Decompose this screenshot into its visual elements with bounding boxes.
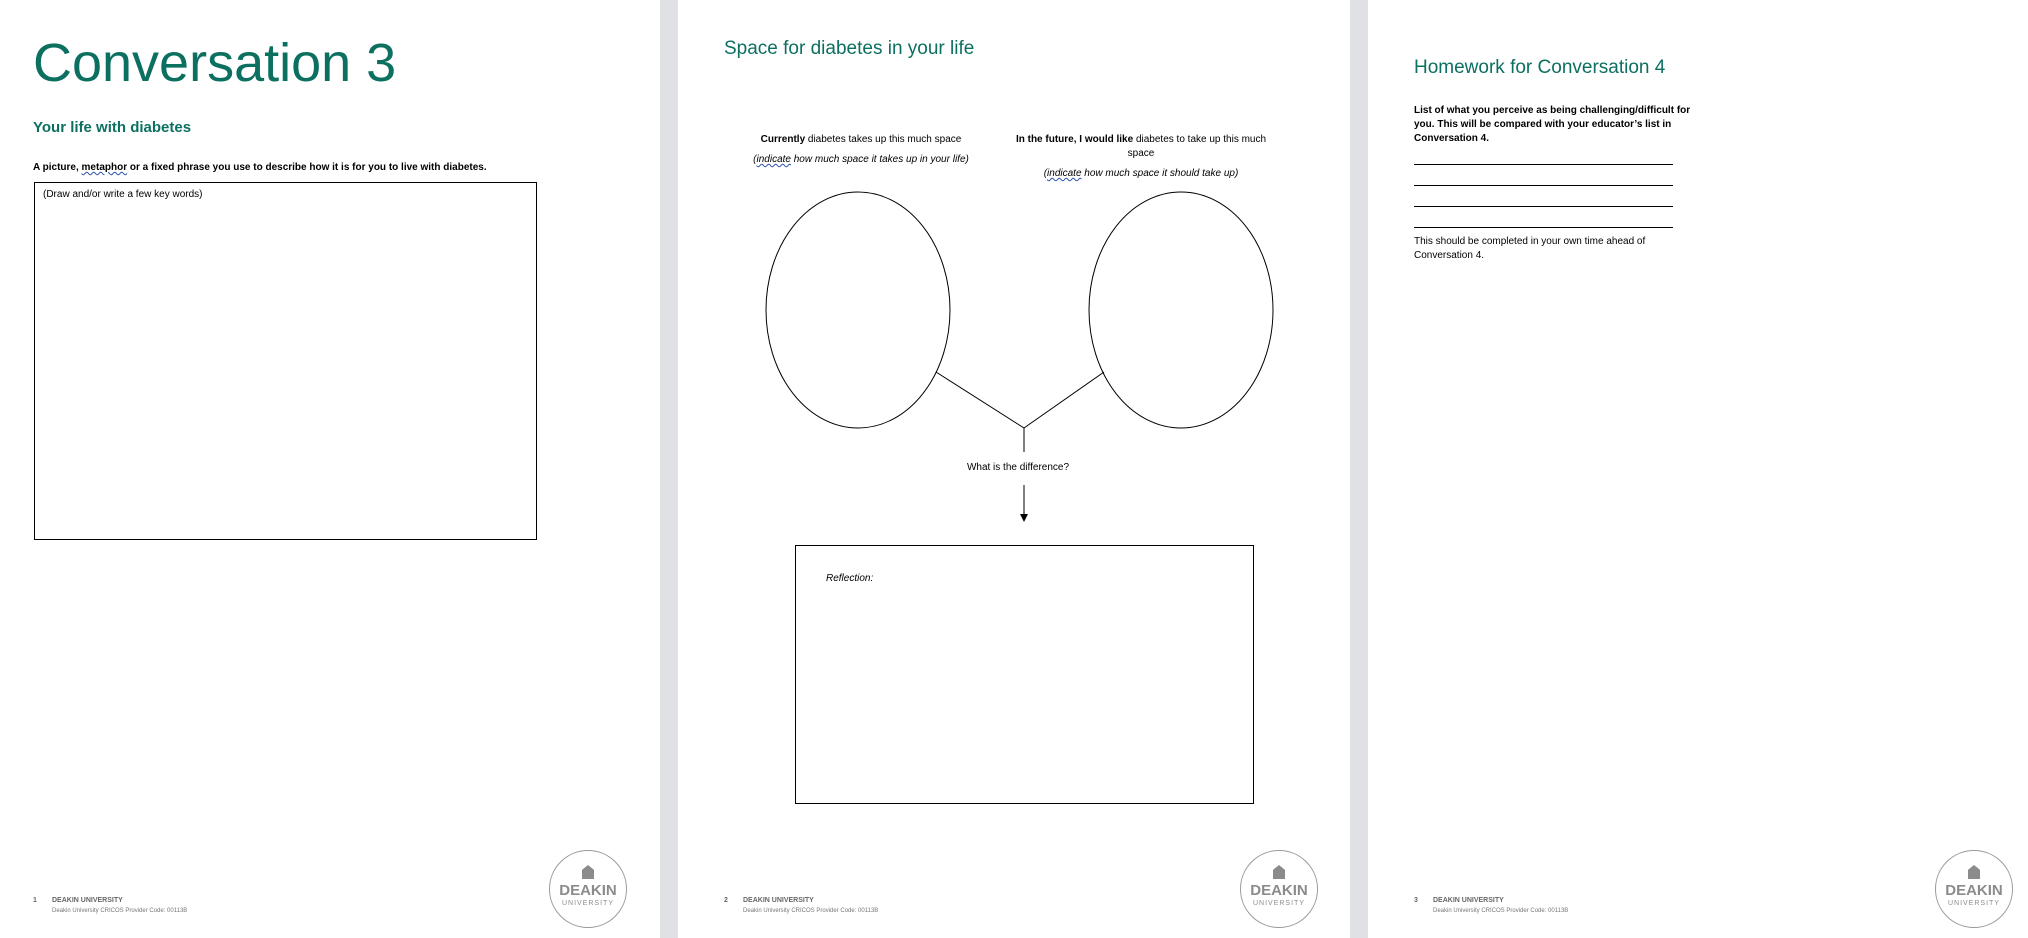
page-title: Space for diabetes in your life — [724, 38, 975, 59]
prompt-text: A picture, metaphor or a fixed phrase you use to describe how it is for you to live with diabetes. — [33, 162, 487, 173]
footer-brand: DEAKIN UNIVERSITY — [743, 897, 814, 904]
connector-left — [936, 372, 1024, 428]
answer-line[interactable] — [1414, 164, 1673, 165]
deakin-crest-icon — [1273, 865, 1285, 879]
page-number: 2 — [724, 897, 728, 904]
logo-sub: UNIVERSITY — [1947, 900, 2000, 907]
future-instruction: (indicate how much space it should take up) — [1043, 168, 1239, 179]
homework-note: This should be completed in your own time ahead of Conversation 4. — [1414, 236, 1646, 261]
answer-line[interactable] — [1414, 185, 1673, 186]
deakin-logo — [1935, 850, 2013, 928]
page-3 — [1368, 0, 2028, 938]
footer-provider: Deakin University CRICOS Provider Code: 00113B — [743, 908, 879, 914]
deakin-logo — [1240, 850, 1318, 928]
currently-instruction: (indicate how much space it takes up in your life) — [753, 154, 969, 165]
currently-label: Currently diabetes takes up this much space — [760, 134, 962, 145]
page-title: Conversation 3 — [33, 33, 397, 93]
homework-instructions: List of what you perceive as being challenging/difficult for you. This will be compared with your educator’s list in Conversation 4. — [1414, 105, 1691, 144]
difference-label: What is the difference? — [966, 462, 1070, 473]
box-hint: (Draw and/or write a few key words) — [43, 189, 203, 200]
page-2 — [678, 0, 1350, 938]
reflection-label: Reflection: — [826, 573, 874, 584]
current-space-circle — [766, 192, 950, 428]
section-heading: Your life with diabetes — [33, 119, 192, 136]
logo-sub: UNIVERSITY — [1252, 900, 1305, 907]
deakin-crest-icon — [1968, 865, 1980, 879]
deakin-crest-icon — [582, 865, 594, 879]
page-number: 1 — [33, 897, 37, 904]
footer-provider: Deakin University CRICOS Provider Code: 00113B — [1433, 908, 1569, 914]
answer-line[interactable] — [1414, 227, 1673, 228]
logo-word: DEAKIN — [559, 882, 617, 899]
reflection-box[interactable] — [795, 545, 1254, 804]
page-number: 3 — [1414, 897, 1418, 904]
future-space-circle — [1089, 192, 1273, 428]
logo-sub: UNIVERSITY — [561, 900, 614, 907]
deakin-logo — [549, 850, 627, 928]
spellcheck-word: metaphor — [81, 162, 128, 173]
logo-word: DEAKIN — [1945, 882, 2003, 899]
future-label: In the future, I would like diabetes to take up this much space — [1015, 134, 1267, 159]
answer-line[interactable] — [1414, 206, 1673, 207]
connector-right — [1024, 372, 1104, 428]
footer-brand: DEAKIN UNIVERSITY — [1433, 897, 1504, 904]
logo-word: DEAKIN — [1250, 882, 1308, 899]
page-1 — [0, 0, 660, 938]
arrow-head-icon — [1020, 514, 1028, 522]
drawing-box[interactable] — [34, 182, 537, 540]
footer-provider: Deakin University CRICOS Provider Code: 00113B — [52, 908, 188, 914]
page-title: Homework for Conversation 4 — [1414, 57, 1666, 78]
footer-brand: DEAKIN UNIVERSITY — [52, 897, 123, 904]
